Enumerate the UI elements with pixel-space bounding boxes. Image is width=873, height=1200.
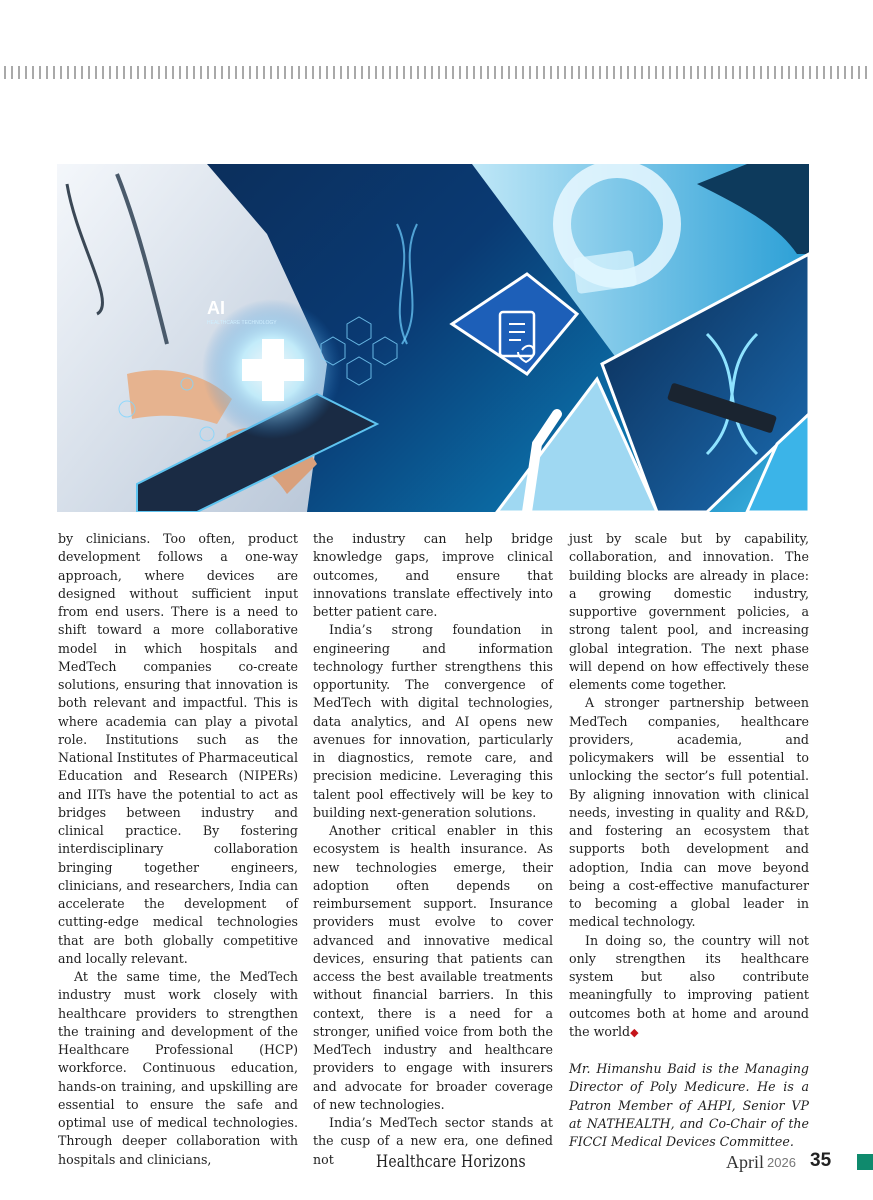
hero-ai-label: AI — [207, 298, 225, 318]
accent-square — [857, 1154, 873, 1170]
magazine-name: Healthcare Horizons — [376, 1152, 526, 1172]
issue-year: 2026 — [767, 1155, 796, 1170]
paragraph: by clinicians. Too often, product development follows a one-way approach, where devices are designed without sufficient input from end users. There is a need to shift toward a more collaborative model in which hospitals and MedTech companies co-create solutions, ensuring that innovation is both relevant and impactful. This is where academia can play a pivotal role. Institutions such as the National Institutes of Pharmaceutical Education and Research (NIPERs) and IITs have the potential to act as bridges between industry and clinical practice. By fostering interdisciplinary collaboration bringing together engineers, clinicians, and researchers, India can accelerate the development of cutting-edge medical technologies that are both globally competitive and locally relevant. — [58, 531, 298, 966]
hero-ai-sublabel: HEALTHCARE TECHNOLOGY — [207, 320, 277, 326]
decorative-tick-band — [4, 66, 870, 79]
paragraph: India’s strong foundation in engineering and information technology further strengthens this opportunity. The convergence of MedTech with digital technologies, data analytics, and AI opens new avenues for innovation, particularly in diagnostics, remote care, and precision medicine. Leveraging this talent pool effectively will be key to building next-generation solutions. — [313, 622, 553, 820]
hero-image — [57, 164, 809, 512]
paragraph-text: In doing so, the country will not only strengthen its healthcare system but also contribute meaningfully to improving patient outcomes both at home and around the world — [569, 932, 809, 1039]
article-column-3 — [569, 530, 809, 1151]
article-column-2 — [313, 530, 553, 1169]
article-column-1 — [58, 530, 298, 1169]
issue-month: April — [726, 1152, 764, 1172]
paragraph: Another critical enabler in this ecosystem is health insurance. As new technologies emerge, their adoption often depends on reimbursement support. Insurance providers must evolve to cover advanced and innovative medical devices, ensuring that patients can access the best available treatments without financial barriers. In this context, there is a need for a stronger, unified voice from both the MedTech industry and healthcare providers to engage with insurers and advocate for broader coverage of new technologies. — [313, 823, 553, 1112]
end-mark-icon: ◆ — [630, 1025, 639, 1039]
author-bio: Mr. Himanshu Baid is the Managing Director of Poly Medicure. He is a Patron Member of AHPI, Senior VP at NATHEALTH, and Co-Chair of the FICCI Medical Devices Committee. — [569, 1061, 809, 1149]
paragraph: A stronger partnership between MedTech companies, healthcare providers, academia, and policymakers will be essential to unlocking the sector’s full potential. By aligning innovation with clinical needs, investing in quality and R&D, and fostering an ecosystem that supports both development and adoption, India can move beyond being a cost-effective manufacturer to becoming a global leader in medical technology. — [569, 695, 809, 930]
paragraph-last — [569, 932, 809, 1043]
hero-illustration — [57, 164, 809, 512]
page-number: 35 — [810, 1150, 832, 1171]
paragraph: At the same time, the MedTech industry must work closely with healthcare providers to strengthen the training and development of the Healthcare Professional (HCP) workforce. Continuous education, hands-on training, and upskilling are essential to ensure the safe and optimal use of medical technologies. Through deeper collaboration with hospitals and clinicians, — [58, 969, 298, 1167]
paragraph: India’s MedTech sector stands at the cusp of a new era, one defined not — [313, 1115, 553, 1167]
paragraph: just by scale but by capability, collaboration, and innovation. The building blocks are already in place: a growing domestic industry, supportive government policies, a strong talent pool, and increasing global integration. The next phase will depend on how effectively these elements come together. — [569, 531, 809, 692]
paragraph: the industry can help bridge knowledge gaps, improve clinical outcomes, and ensure that innovations translate effectively into better patient care. — [313, 531, 553, 619]
